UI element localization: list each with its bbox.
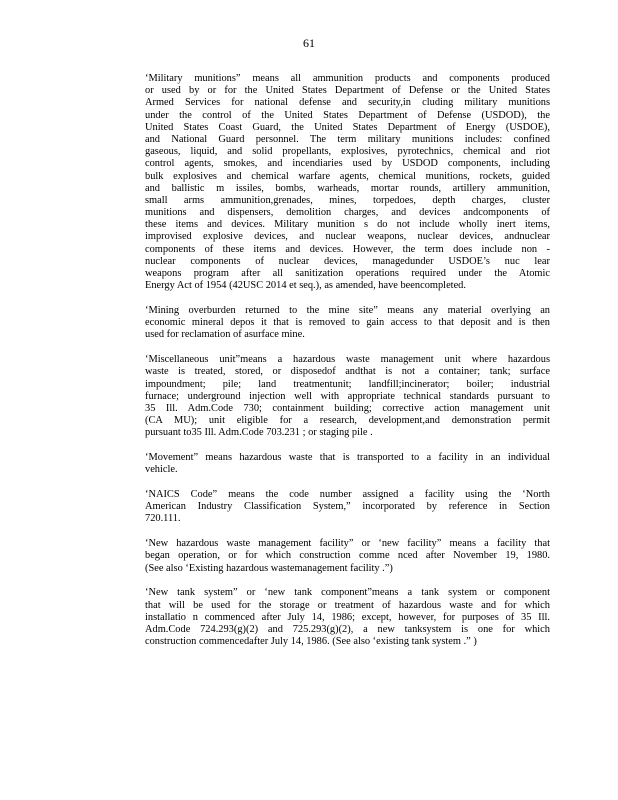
text-line: (CA MU); unit eligible for a research, development,and demonstration permit bbox=[145, 415, 550, 427]
text-line: these items and devices. Military munition s do not include wholly inert items, bbox=[145, 219, 550, 231]
text-line: ‘Mining overburden returned to the mine site” means any material overlying an bbox=[145, 304, 550, 316]
document-body bbox=[145, 73, 550, 661]
text-line: nuclear components of nuclear devices, managedunder USDOE’s nuc lear bbox=[145, 255, 550, 267]
text-line: control agents, smokes, and incendiaries used by USDOD components, including bbox=[145, 158, 550, 170]
definition-paragraph-naics-code bbox=[145, 489, 550, 526]
text-line: Armed Services for national defense and security,in cluding military munitions bbox=[145, 97, 550, 109]
text-line: 35 Ill. Adm.Code 730; containment building; corrective action management unit bbox=[145, 402, 550, 414]
text-line: ‘Movement” means hazardous waste that is transported to a facility in an individual bbox=[145, 452, 550, 464]
text-line: ‘NAICS Code” means the code number assigned a facility using the ‘North bbox=[145, 489, 550, 500]
text-line: American Industry Classification System,” incorporated by reference in Section bbox=[145, 501, 550, 513]
text-line: United States Coast Guard, the United States Department of Energy (USDOE), bbox=[145, 121, 550, 133]
definition-paragraph-military-munitions bbox=[145, 73, 550, 292]
text-line: pursuant to35 Ill. Adm.Code 703.231 ; or staging pile . bbox=[145, 427, 373, 439]
text-line: weapons program after all sanitization operations required under the Atomic bbox=[145, 268, 550, 279]
text-line: improvised explosive devices, and nuclear weapons, nuclear devices, andnuclear bbox=[145, 231, 550, 243]
text-line: munitions and dispensers, demolition charges, and devices andcomponents of bbox=[145, 207, 550, 219]
text-line: impoundment; pile; land treatmentunit; landfill;incinerator; boiler; industrial bbox=[145, 378, 550, 390]
definition-paragraph-new-tank-system bbox=[145, 587, 550, 648]
text-line: and National Guard personnel. The term military munitions includes: confined bbox=[145, 133, 550, 145]
text-line: bulk explosives and chemical warfare agents, chemical munitions, rockets, guided bbox=[145, 170, 550, 182]
text-line: Energy Act of 1954 (42USC 2014 et seq.), as amended, have beencompleted. bbox=[145, 280, 466, 292]
text-line: installatio n commenced after July 14, 1986; except, however, for purposes of 35 Ill. bbox=[145, 611, 550, 623]
text-line: ‘Miscellaneous unit”means a hazardous waste management unit where hazardous bbox=[145, 354, 550, 366]
text-line: under the control of the United States Department of Defense (USDOD), the bbox=[145, 109, 550, 121]
definition-paragraph-movement bbox=[145, 452, 550, 476]
text-line: used for reclamation of asurface mine. bbox=[145, 329, 305, 341]
text-line: components of these items and devices. However, the term does include non - bbox=[145, 243, 550, 255]
text-line: vehicle. bbox=[145, 464, 178, 476]
definition-paragraph-miscellaneous-unit bbox=[145, 354, 550, 439]
text-line: gaseous, liquid, and solid propellants, explosives, pyrotechnics, chemical and riot bbox=[145, 146, 550, 158]
text-line: began operation, or for which construction comme nced after November 19, 1980. bbox=[145, 550, 550, 562]
page-number: 61 bbox=[303, 36, 315, 50]
text-line: economic mineral depos it that is removed to gain access to that deposit and is then bbox=[145, 317, 550, 329]
text-line: small arms ammunition,grenades, mines, torpedoes, depth charges, cluster bbox=[145, 194, 550, 206]
definition-paragraph-new-hazardous-waste-facility bbox=[145, 538, 550, 575]
text-line: Adm.Code 724.293(g)(2) and 725.293(g)(2), a new tanksystem is one for which bbox=[145, 623, 550, 635]
text-line: or used by or for the United States Department of Defense or the United States bbox=[145, 85, 550, 97]
text-line: waste is treated, stored, or disposedof andthat is not a container; tank; surface bbox=[145, 366, 550, 378]
text-line: ‘Military munitions” means all ammunition products and components produced bbox=[145, 73, 550, 84]
text-line: construction commencedafter July 14, 1986. (See also ‘existing tank system .” ) bbox=[145, 636, 477, 648]
definition-paragraph-mining-overburden bbox=[145, 305, 550, 342]
text-line: that will be used for the storage or treatment of hazardous waste and for which bbox=[145, 599, 550, 611]
text-line: 720.111. bbox=[145, 513, 181, 525]
text-line: ‘New hazardous waste management facility” or ‘new facility” means a facility that bbox=[145, 538, 550, 550]
text-line: furnace; underground injection well with appropriate technical standards pursuant to bbox=[145, 390, 550, 402]
text-line: ‘New tank system” or ‘new tank component”means a tank system or component bbox=[145, 587, 550, 599]
text-line: (See also ‘Existing hazardous wastemanagement facility .”) bbox=[145, 562, 393, 574]
text-line: and ballistic m issiles, bombs, warheads, mortar rounds, artillery ammunition, bbox=[145, 182, 550, 194]
